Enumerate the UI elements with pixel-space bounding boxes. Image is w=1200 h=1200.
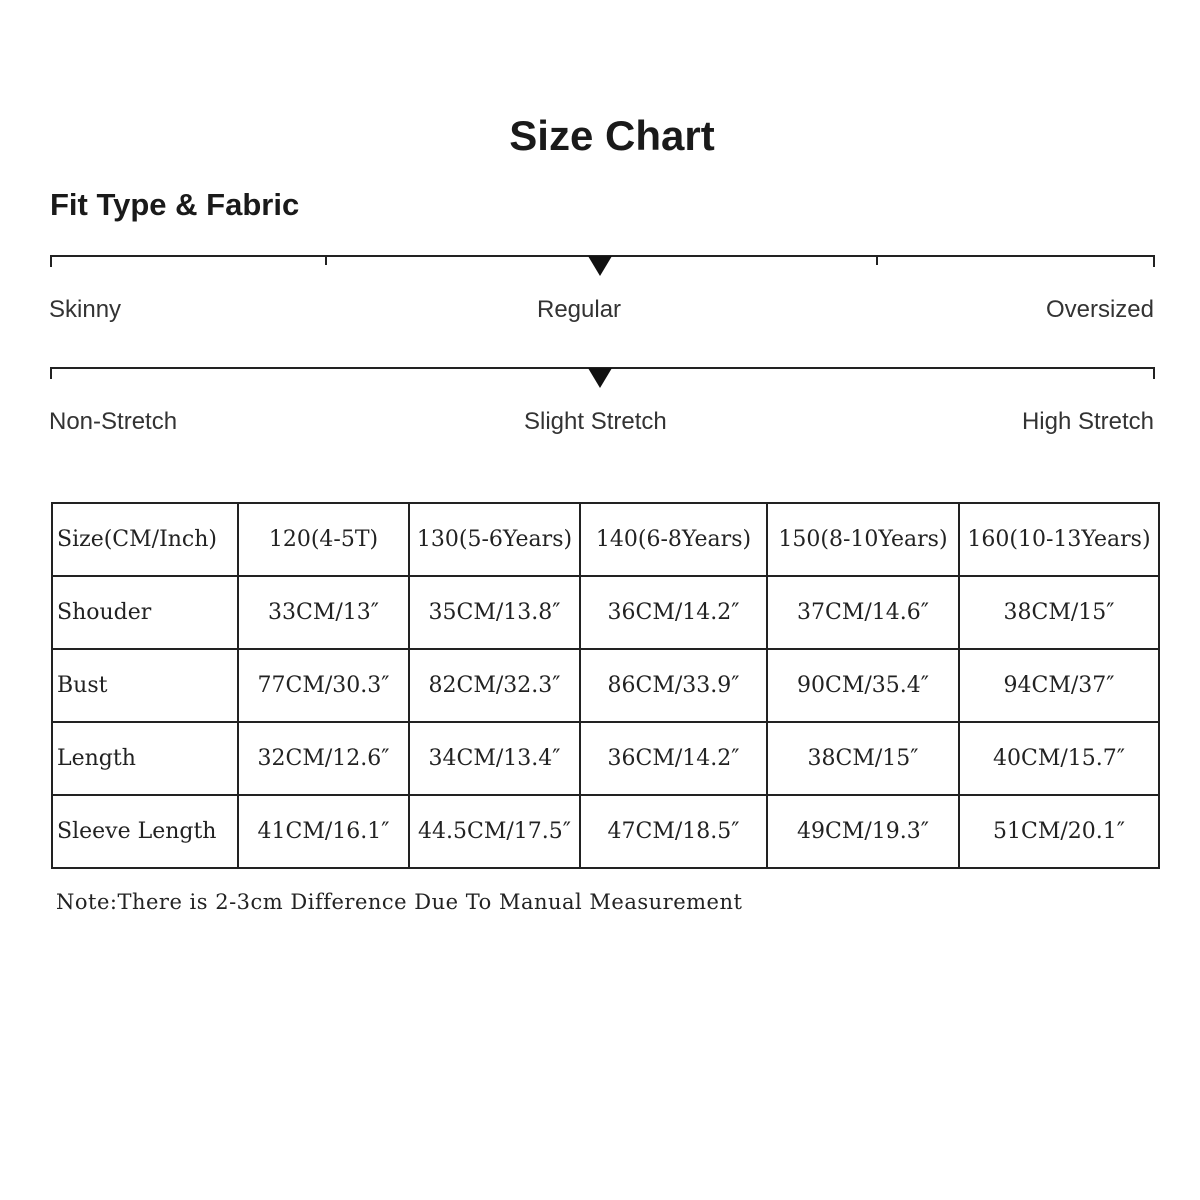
table-cell: 94CM/37″ xyxy=(959,649,1159,722)
table-cell: 38CM/15″ xyxy=(767,722,959,795)
table-row xyxy=(52,722,1159,795)
table-cell: 40CM/15.7″ xyxy=(959,722,1159,795)
selected-marker-icon xyxy=(588,368,612,388)
stretch-label-high-stretch: High Stretch xyxy=(1021,408,1154,435)
table-row xyxy=(52,576,1159,649)
stretch-label-slight-stretch: Slight Stretch xyxy=(524,408,667,435)
table-cell: 37CM/14.6″ xyxy=(767,576,959,649)
fit-label-skinny: Skinny xyxy=(49,296,122,323)
row-label: Sleeve Length xyxy=(52,795,238,868)
table-header-row xyxy=(52,503,1159,576)
scale-tick xyxy=(1153,255,1155,267)
table-cell: 77CM/30.3″ xyxy=(238,649,409,722)
table-cell: 36CM/14.2″ xyxy=(580,722,767,795)
table-header-cell: 120(4-5T) xyxy=(238,503,409,576)
table-cell: 38CM/15″ xyxy=(959,576,1159,649)
table-cell: 49CM/19.3″ xyxy=(767,795,959,868)
table-header-cell: 130(5-6Years) xyxy=(409,503,580,576)
size-table xyxy=(51,502,1160,869)
page-title: Size Chart xyxy=(509,112,715,159)
scale-tick xyxy=(876,255,878,265)
scale-tick xyxy=(325,255,327,265)
row-label: Length xyxy=(52,722,238,795)
table-cell: 82CM/32.3″ xyxy=(409,649,580,722)
table-cell: 41CM/16.1″ xyxy=(238,795,409,868)
table-cell: 36CM/14.2″ xyxy=(580,576,767,649)
scale-tick xyxy=(1153,367,1155,379)
table-cell: 90CM/35.4″ xyxy=(767,649,959,722)
stretch-label-non-stretch: Non-Stretch xyxy=(49,408,178,435)
table-cell: 34CM/13.4″ xyxy=(409,722,580,795)
table-cell: 44.5CM/17.5″ xyxy=(409,795,580,868)
table-cell: 35CM/13.8″ xyxy=(409,576,580,649)
measurement-note: Note:There is 2-3cm Difference Due To Manual Measurement xyxy=(56,890,743,914)
table-cell: 47CM/18.5″ xyxy=(580,795,767,868)
scale-tick xyxy=(50,255,52,267)
table-cell: 32CM/12.6″ xyxy=(238,722,409,795)
fit-fabric-heading: Fit Type & Fabric xyxy=(50,187,300,222)
row-label: Bust xyxy=(52,649,238,722)
table-cell: 51CM/20.1″ xyxy=(959,795,1159,868)
table-header-cell: 150(8-10Years) xyxy=(767,503,959,576)
table-header-cell: 140(6-8Years) xyxy=(580,503,767,576)
table-cell: 86CM/33.9″ xyxy=(580,649,767,722)
scale-tick xyxy=(50,367,52,379)
table-row xyxy=(52,795,1159,868)
table-row xyxy=(52,649,1159,722)
table-cell: 33CM/13″ xyxy=(238,576,409,649)
row-label: Shouder xyxy=(52,576,238,649)
fit-label-oversized: Oversized xyxy=(1045,296,1154,323)
table-header-cell: Size(CM/Inch) xyxy=(52,503,238,576)
selected-marker-icon xyxy=(588,256,612,276)
table-header-cell: 160(10-13Years) xyxy=(959,503,1159,576)
fit-label-regular: Regular xyxy=(537,296,622,323)
